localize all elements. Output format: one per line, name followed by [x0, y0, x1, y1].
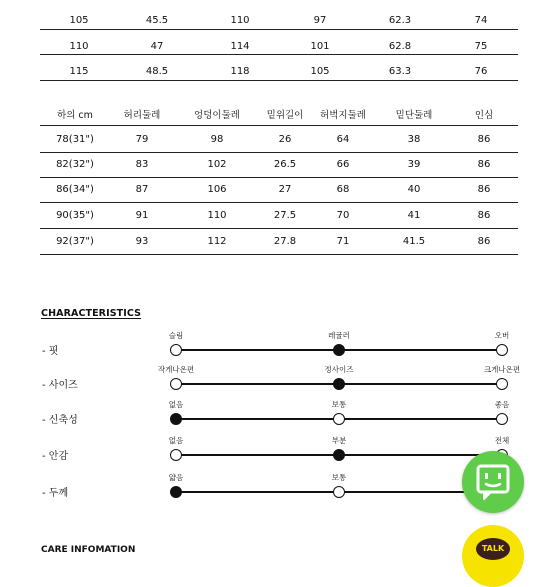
- table-cell: 91: [135, 210, 149, 221]
- option-dot: [496, 344, 508, 356]
- table-cell: 27: [278, 184, 292, 195]
- characteristic-label: - 사이즈: [42, 380, 78, 391]
- table-divider: [40, 125, 518, 126]
- table-divider: [40, 228, 518, 229]
- table-divider: [40, 202, 518, 203]
- table-divider: [40, 254, 518, 255]
- care-title: CARE INFOMATION: [41, 545, 136, 555]
- table-cell: 26: [278, 134, 292, 145]
- table-cell: 110: [230, 15, 250, 26]
- table-divider: [40, 29, 518, 30]
- scale-label: 없음: [168, 400, 184, 409]
- table-cell: 74: [474, 15, 488, 26]
- characteristic-label: - 핏: [42, 346, 59, 357]
- table-cell: 27.5: [273, 210, 297, 221]
- selected-dot: [333, 378, 345, 390]
- table-cell: 86(34"): [56, 184, 94, 195]
- table-cell: 101: [310, 41, 330, 52]
- characteristic-label: - 안감: [42, 451, 69, 462]
- table-cell: 76: [474, 66, 488, 77]
- characteristic-label: - 신축성: [42, 415, 78, 426]
- table-cell: 105: [69, 15, 89, 26]
- table-header-cell: 허리둘레: [123, 110, 161, 121]
- table-cell: 86: [477, 134, 491, 145]
- table-cell: 110: [69, 41, 89, 52]
- table-cell: 75: [474, 41, 488, 52]
- scale-label: 크게나온편: [483, 365, 521, 374]
- table-cell: 71: [336, 236, 350, 247]
- table-cell: 27.8: [273, 236, 297, 247]
- selected-dot: [333, 344, 345, 356]
- table-cell: 83: [135, 159, 149, 170]
- table-header-cell: 하의 cm: [57, 110, 93, 121]
- table-header-cell: 허벅지둘레: [320, 110, 366, 121]
- table-divider: [40, 152, 518, 153]
- table-header-cell: 밑위길이: [266, 110, 304, 121]
- kakao-talk-button[interactable]: [462, 525, 524, 587]
- table-cell: 118: [230, 66, 250, 77]
- scale-label: 보통: [331, 473, 347, 482]
- table-cell: 68: [336, 184, 350, 195]
- scale-label: 없음: [168, 436, 184, 445]
- table-header-cell: 엉덩이둘레: [194, 110, 240, 121]
- table-header-cell: 인심: [474, 110, 494, 121]
- table-cell: 38: [407, 134, 421, 145]
- table-cell: 93: [135, 236, 149, 247]
- table-cell: 106: [207, 184, 227, 195]
- table-cell: 110: [207, 210, 227, 221]
- table-cell: 70: [336, 210, 350, 221]
- table-cell: 115: [69, 66, 89, 77]
- table-cell: 90(35"): [56, 210, 94, 221]
- talk-label: TALK: [476, 538, 510, 560]
- chat-button[interactable]: [462, 451, 524, 513]
- scale-label: 슬림: [168, 331, 184, 340]
- table-cell: 48.5: [145, 66, 169, 77]
- scale-label: 전체: [494, 436, 510, 445]
- table-cell: 105: [310, 66, 330, 77]
- option-dot: [333, 413, 345, 425]
- table-cell: 63.3: [388, 66, 412, 77]
- selected-dot: [170, 413, 182, 425]
- scale-label: 오버: [494, 331, 510, 340]
- option-dot: [333, 486, 345, 498]
- table-cell: 40: [407, 184, 421, 195]
- scale-label: 정사이즈: [324, 365, 354, 374]
- scale-label: 레귤러: [328, 331, 350, 340]
- table-cell: 86: [477, 159, 491, 170]
- option-dot: [170, 449, 182, 461]
- table-cell: 86: [477, 184, 491, 195]
- table-cell: 78(31"): [56, 134, 94, 145]
- scale-label: 좋음: [494, 400, 510, 409]
- option-dot: [496, 378, 508, 390]
- table-cell: 98: [210, 134, 224, 145]
- table-cell: 39: [407, 159, 421, 170]
- table-cell: 26.5: [273, 159, 297, 170]
- scale-label: 보통: [331, 400, 347, 409]
- table-header-cell: 밑단둘레: [395, 110, 433, 121]
- table-cell: 79: [135, 134, 149, 145]
- chat-icon: [462, 451, 524, 513]
- table-divider: [40, 54, 518, 55]
- table-cell: 102: [207, 159, 227, 170]
- table-cell: 82(32"): [56, 159, 94, 170]
- table-cell: 45.5: [145, 15, 169, 26]
- table-cell: 114: [230, 41, 250, 52]
- table-cell: 92(37"): [56, 236, 94, 247]
- option-dot: [496, 413, 508, 425]
- scale-label: 부분: [331, 436, 347, 445]
- table-divider: [40, 177, 518, 178]
- table-cell: 66: [336, 159, 350, 170]
- characteristics-title: CHARACTERISTICS: [41, 308, 142, 319]
- table-cell: 41: [407, 210, 421, 221]
- table-cell: 97: [313, 15, 327, 26]
- option-dot: [170, 344, 182, 356]
- table-cell: 41.5: [402, 236, 426, 247]
- characteristic-label: - 두께: [42, 488, 69, 499]
- table-cell: 62.8: [388, 41, 412, 52]
- table-cell: 87: [135, 184, 149, 195]
- table-cell: 62.3: [388, 15, 412, 26]
- scale-label: 작게나온편: [157, 365, 195, 374]
- table-cell: 112: [207, 236, 227, 247]
- table-cell: 47: [150, 41, 164, 52]
- table-divider: [40, 80, 518, 81]
- selected-dot: [170, 486, 182, 498]
- table-cell: 86: [477, 236, 491, 247]
- option-dot: [170, 378, 182, 390]
- table-cell: 86: [477, 210, 491, 221]
- scale-label: 얇음: [168, 473, 184, 482]
- selected-dot: [333, 449, 345, 461]
- table-cell: 64: [336, 134, 350, 145]
